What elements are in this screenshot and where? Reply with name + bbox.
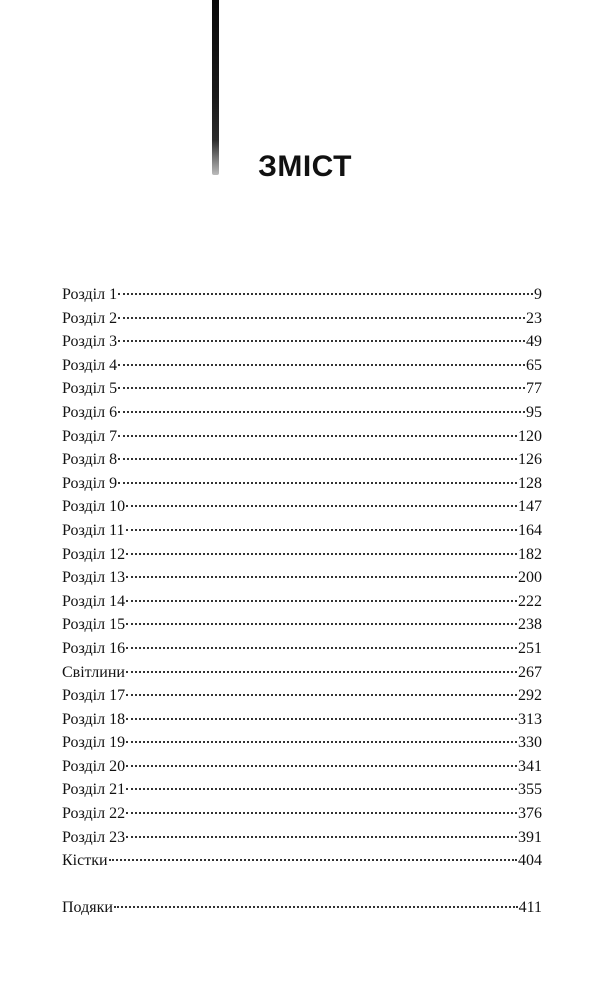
toc-entry-label: Розділ 8 <box>62 451 118 469</box>
toc-entry-page: 313 <box>518 710 542 728</box>
toc-entry <box>62 826 542 850</box>
toc-entry-page: 128 <box>518 474 542 492</box>
dot-leader <box>126 528 517 531</box>
toc-entry-page: 411 <box>518 898 542 916</box>
toc-entry-label: Розділ 7 <box>62 427 118 445</box>
toc-entry-page: 147 <box>518 498 542 516</box>
toc-entry <box>62 590 542 614</box>
toc-entry-page: 49 <box>526 333 542 351</box>
toc-entry-page: 355 <box>518 781 542 799</box>
toc-entry-label: Розділ 3 <box>62 333 118 351</box>
dot-leader <box>126 717 517 720</box>
toc-entry <box>62 755 542 779</box>
dot-leader <box>118 434 517 437</box>
dot-leader <box>126 670 517 673</box>
toc-entry <box>62 519 542 543</box>
toc-entry-label: Розділ 5 <box>62 380 118 398</box>
dot-leader <box>126 787 517 790</box>
toc-entry-label: Розділ 19 <box>62 734 126 752</box>
toc-entry-label: Розділ 13 <box>62 569 126 587</box>
dot-leader <box>118 386 525 389</box>
toc-entry-label: Розділ 9 <box>62 474 118 492</box>
toc-entry <box>62 377 542 401</box>
toc-entry-page: 120 <box>518 427 542 445</box>
dot-leader <box>118 339 525 342</box>
toc-entry-label: Розділ 11 <box>62 521 125 539</box>
toc-entry <box>62 896 542 920</box>
toc-entry <box>62 684 542 708</box>
toc-entry-label: Розділ 6 <box>62 403 118 421</box>
toc-entry-label: Розділ 23 <box>62 828 126 846</box>
toc-entry-page: 341 <box>518 757 542 775</box>
dot-leader <box>126 646 517 649</box>
toc-entry-label: Розділ 17 <box>62 687 126 705</box>
toc-entry <box>62 330 542 354</box>
toc-entry-label: Розділ 12 <box>62 545 126 563</box>
dot-leader <box>126 740 517 743</box>
toc-entry <box>62 661 542 685</box>
toc-entry-page: 200 <box>518 569 542 587</box>
dot-leader <box>118 457 517 460</box>
toc-entry <box>62 613 542 637</box>
dot-leader <box>126 599 517 602</box>
toc-entry-page: 292 <box>518 687 542 705</box>
dot-leader <box>126 552 517 555</box>
toc-entry-page: 330 <box>518 734 542 752</box>
toc-entry <box>62 802 542 826</box>
toc-entry-label: Розділ 21 <box>62 781 126 799</box>
toc-entry-page: 164 <box>518 521 542 539</box>
toc-entry <box>62 307 542 331</box>
dot-leader <box>126 811 517 814</box>
toc-entry-page: 182 <box>518 545 542 563</box>
toc-entry-label: Розділ 1 <box>62 286 118 303</box>
toc-entry <box>62 448 542 472</box>
toc-entry-page: 77 <box>526 380 542 398</box>
toc-entry <box>62 566 542 590</box>
toc-entry-page: 267 <box>518 663 542 681</box>
toc-entry-page: 391 <box>518 828 542 846</box>
toc-entry-label: Кістки <box>62 852 108 870</box>
dot-leader <box>126 622 517 625</box>
dot-leader <box>118 481 517 484</box>
toc-entry <box>62 283 542 307</box>
binding-bar-decoration <box>212 0 219 175</box>
toc-entry-page: 251 <box>518 639 542 657</box>
toc-entry-label: Розділ 15 <box>62 616 126 634</box>
table-of-contents <box>62 283 542 919</box>
dot-leader <box>109 858 517 861</box>
dot-leader <box>126 835 517 838</box>
toc-entry <box>62 849 542 873</box>
toc-entry-label: Подяки <box>62 898 113 916</box>
toc-entry-label: Розділ 4 <box>62 356 118 374</box>
toc-entry-page: 65 <box>526 356 542 374</box>
toc-entry-label: Розділ 2 <box>62 309 118 327</box>
dot-leader <box>118 410 525 413</box>
toc-entry-label: Розділ 18 <box>62 710 126 728</box>
toc-entry-label: Розділ 16 <box>62 639 126 657</box>
toc-entry-label: Світлини <box>62 663 125 681</box>
toc-entry-label: Розділ 22 <box>62 805 126 823</box>
dot-leader <box>118 316 525 319</box>
toc-entry-page: 126 <box>518 451 542 469</box>
toc-entry <box>62 354 542 378</box>
toc-entry-page: 222 <box>518 592 542 610</box>
toc-entry <box>62 731 542 755</box>
toc-entry <box>62 495 542 519</box>
toc-entry-page: 9 <box>534 286 542 303</box>
toc-entry-page: 238 <box>518 616 542 634</box>
toc-entry <box>62 708 542 732</box>
dot-leader <box>126 693 517 696</box>
toc-entry-label: Розділ 14 <box>62 592 126 610</box>
toc-entry <box>62 637 542 661</box>
dot-leader <box>126 764 517 767</box>
dot-leader <box>118 292 533 295</box>
dot-leader <box>126 504 517 507</box>
toc-entry-label: Розділ 10 <box>62 498 126 516</box>
toc-entry <box>62 425 542 449</box>
toc-entry-label: Розділ 20 <box>62 757 126 775</box>
dot-leader <box>126 575 517 578</box>
toc-entry-page: 404 <box>518 852 542 870</box>
toc-entry <box>62 543 542 567</box>
toc-entry-page: 95 <box>526 403 542 421</box>
dot-leader <box>118 363 525 366</box>
dot-leader <box>114 905 518 908</box>
page-title: ЗМІСТ <box>258 150 352 183</box>
toc-entry <box>62 778 542 802</box>
toc-entry-page: 23 <box>526 309 542 327</box>
toc-entry <box>62 401 542 425</box>
toc-entry <box>62 472 542 496</box>
toc-entry-page: 376 <box>518 805 542 823</box>
